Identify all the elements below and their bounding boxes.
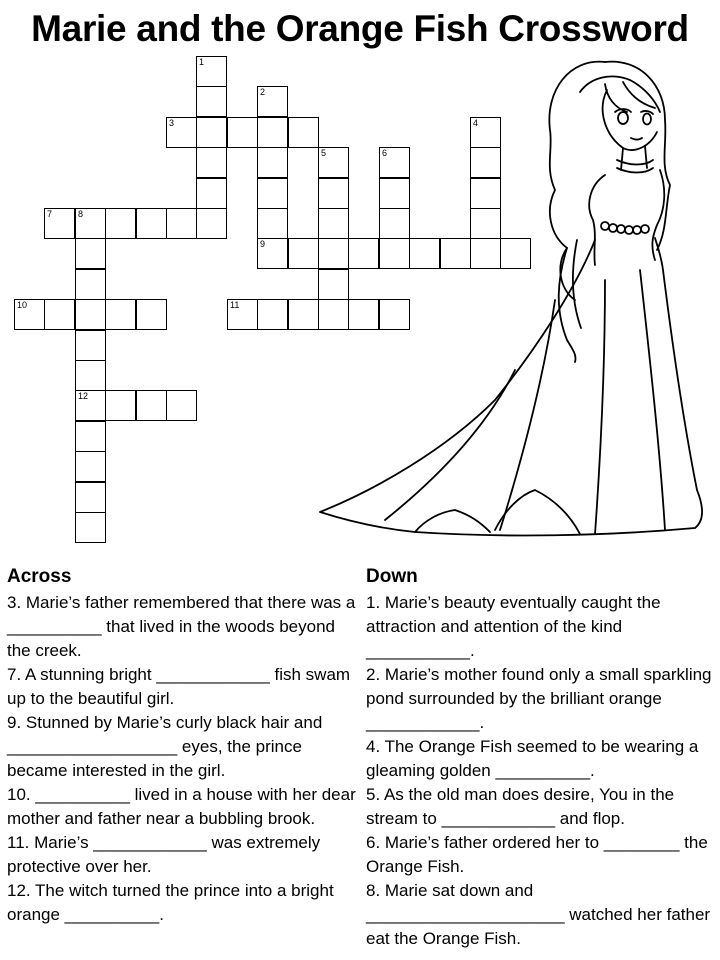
grid-cell[interactable] (196, 117, 227, 148)
down-clues (366, 563, 716, 951)
grid-cell[interactable] (44, 208, 75, 239)
clue-down-2: 2. Marie’s mother found only a small sparkling pond surrounded by the brilliant orange ____________. (366, 665, 712, 732)
grid-cell[interactable] (136, 208, 167, 239)
grid-cell[interactable] (257, 238, 288, 269)
clue-number: 3 (169, 118, 175, 128)
grid-cell[interactable] (196, 178, 227, 209)
clue-down-5: 5. As the old man does desire, You in the stream to ____________ and flop. (366, 785, 675, 828)
grid-cell[interactable] (136, 390, 167, 421)
across-heading: Across (7, 566, 72, 587)
down-heading: Down (366, 566, 418, 587)
grid-cell[interactable] (75, 360, 106, 391)
grid-cell[interactable] (257, 299, 288, 330)
grid-cell[interactable] (196, 208, 227, 239)
clue-number: 1 (199, 57, 205, 67)
grid-cell[interactable] (75, 512, 106, 543)
clue-across-9: 9. Stunned by Marie’s curly black hair and __________________ eyes, the prince became interested in the girl. (7, 713, 323, 780)
page-title: Marie and the Orange Fish Crossword (31, 8, 689, 49)
grid-cell[interactable] (166, 390, 197, 421)
clue-number: 10 (17, 300, 28, 310)
grid-cell[interactable] (75, 451, 106, 482)
grid-cell[interactable] (75, 390, 106, 421)
clue-number: 7 (47, 209, 53, 219)
grid-cell[interactable] (75, 482, 106, 513)
clue-down-6: 6. Marie’s father ordered her to ________ the Orange Fish. (366, 833, 708, 876)
grid-cell[interactable] (257, 86, 288, 117)
clue-number: 2 (260, 87, 266, 97)
grid-cell[interactable] (105, 390, 136, 421)
grid-cell[interactable] (257, 117, 288, 148)
grid-cell[interactable] (166, 208, 197, 239)
grid-cell[interactable] (196, 56, 227, 87)
clue-across-11: 11. Marie’s ____________ was extremely protective over her. (7, 833, 321, 876)
across-clues (7, 563, 357, 927)
grid-cell[interactable] (105, 208, 136, 239)
grid-cell[interactable] (257, 208, 288, 239)
clue-across-7: 7. A stunning bright ____________ fish swam up to the beautiful girl. (7, 665, 351, 708)
clue-number: 9 (260, 239, 266, 249)
grid-cell[interactable] (227, 299, 258, 330)
grid-cell[interactable] (227, 117, 258, 148)
clue-down-1: 1. Marie’s beauty eventually caught the attraction and attention of the kind ___________. (366, 593, 661, 660)
clue-down-8: 8. Marie sat down and _____________________ watched her father eat the Orange Fish. (366, 881, 711, 948)
grid-cell[interactable] (75, 330, 106, 361)
grid-cell[interactable] (75, 208, 106, 239)
clue-number: 6 (382, 148, 388, 158)
grid-cell[interactable] (166, 117, 197, 148)
clue-across-10: 10. __________ lived in a house with her dear mother and father near a bubbling brook. (7, 785, 356, 828)
grid-cell[interactable] (75, 238, 106, 269)
clue-number: 11 (230, 300, 240, 310)
girl-illustration (305, 50, 715, 540)
grid-cell[interactable] (44, 299, 75, 330)
clue-number: 12 (78, 391, 89, 401)
clue-number: 5 (321, 148, 327, 158)
grid-cell[interactable] (196, 147, 227, 178)
grid-cell[interactable] (257, 178, 288, 209)
grid-cell[interactable] (75, 299, 106, 330)
grid-cell[interactable] (196, 86, 227, 117)
clue-across-12: 12. The witch turned the prince into a bright orange __________. (7, 881, 334, 924)
clue-across-3: 3. Marie’s father remembered that there was a __________ that lived in the woods beyond the creek. (7, 593, 356, 660)
grid-cell[interactable] (75, 421, 106, 452)
grid-cell[interactable] (14, 299, 45, 330)
clue-number: 4 (473, 118, 479, 128)
grid-cell[interactable] (257, 147, 288, 178)
grid-cell[interactable] (105, 299, 136, 330)
clue-down-4: 4. The Orange Fish seemed to be wearing a gleaming golden __________. (366, 737, 699, 780)
grid-cell[interactable] (75, 269, 106, 300)
clue-number: 8 (78, 209, 84, 219)
grid-cell[interactable] (136, 299, 167, 330)
